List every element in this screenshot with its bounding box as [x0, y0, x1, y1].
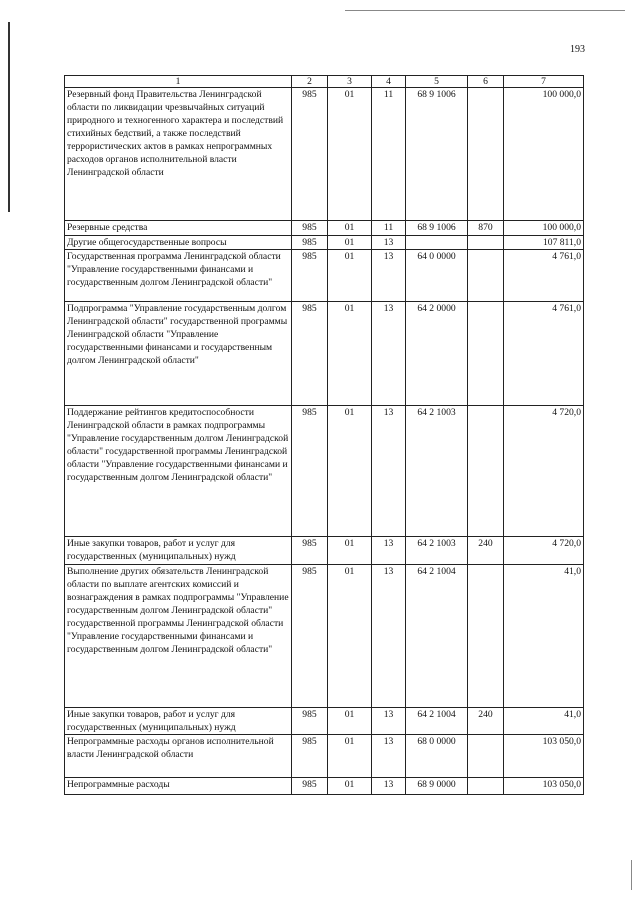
table-row: [65, 735, 584, 778]
cell-target-article: 68 9 1006: [406, 88, 468, 221]
page-number: 193: [570, 44, 585, 55]
cell-expense-type: 240: [468, 537, 504, 565]
cell-expense-type: [468, 778, 504, 795]
cell-expense-type: [468, 302, 504, 406]
budget-table: [64, 75, 584, 795]
cell-target-article: 64 2 1004: [406, 708, 468, 735]
cell-target-article: 64 0 0000: [406, 250, 468, 302]
cell-expense-type: [468, 735, 504, 778]
table-row: [65, 406, 584, 537]
row-name: Выполнение других обязательств Ленинградской области по выплате агентских комиссий и вознаграждения в рамках подпрограммы "Управление государственным долгом Ленинградской области" государственной программы Ленинградской области "Управление государственными финансами и государственным долгом Ленинградской области": [65, 565, 292, 708]
cell-admin-code: 985: [292, 708, 328, 735]
column-header: 4: [372, 76, 406, 88]
cell-subsection: 13: [372, 236, 406, 250]
column-header: 7: [504, 76, 584, 88]
cell-amount: 4 720,0: [504, 537, 584, 565]
cell-amount: 4 761,0: [504, 250, 584, 302]
row-name: Поддержание рейтингов кредитоспособности Ленинградской области в рамках подпрограммы "Управление государственным долгом Ленинградской области" государственной программы Ленинградской области "Управление государственными финансами и государственным долгом Ленинградской области": [65, 406, 292, 537]
cell-target-article: 64 2 1003: [406, 537, 468, 565]
cell-subsection: 11: [372, 88, 406, 221]
cell-section: 01: [328, 537, 372, 565]
row-name: Иные закупки товаров, работ и услуг для государственных (муниципальных) нужд: [65, 537, 292, 565]
cell-subsection: 13: [372, 565, 406, 708]
cell-amount: 100 000,0: [504, 221, 584, 236]
row-name: Непрограммные расходы органов исполнительной власти Ленинградской области: [65, 735, 292, 778]
column-header: 5: [406, 76, 468, 88]
cell-expense-type: [468, 565, 504, 708]
column-header: 2: [292, 76, 328, 88]
cell-admin-code: 985: [292, 537, 328, 565]
cell-admin-code: 985: [292, 406, 328, 537]
cell-admin-code: 985: [292, 236, 328, 250]
cell-amount: 41,0: [504, 565, 584, 708]
cell-subsection: 13: [372, 735, 406, 778]
row-name: Иные закупки товаров, работ и услуг для государственных (муниципальных) нужд: [65, 708, 292, 735]
cell-subsection: 13: [372, 406, 406, 537]
row-name: Подпрограмма "Управление государственным долгом Ленинградской области" государственной программы Ленинградской области "Управление государственными финансами и государственным долгом Ленинградской области": [65, 302, 292, 406]
cell-admin-code: 985: [292, 302, 328, 406]
column-header: 1: [65, 76, 292, 88]
cell-subsection: 13: [372, 302, 406, 406]
cell-section: 01: [328, 302, 372, 406]
row-name: Другие общегосударственные вопросы: [65, 236, 292, 250]
column-header: 6: [468, 76, 504, 88]
cell-amount: 41,0: [504, 708, 584, 735]
cell-expense-type: [468, 250, 504, 302]
cell-subsection: 11: [372, 221, 406, 236]
cell-expense-type: [468, 236, 504, 250]
cell-target-article: 68 0 0000: [406, 735, 468, 778]
cell-expense-type: 870: [468, 221, 504, 236]
table-row: [65, 778, 584, 795]
cell-target-article: 68 9 0000: [406, 778, 468, 795]
scan-right-mark: [631, 860, 632, 890]
cell-section: 01: [328, 236, 372, 250]
cell-target-article: 68 9 1006: [406, 221, 468, 236]
row-name: Непрограммные расходы: [65, 778, 292, 795]
scan-top-line: [345, 10, 625, 11]
table-row: [65, 236, 584, 250]
table-row: [65, 565, 584, 708]
cell-amount: 103 050,0: [504, 778, 584, 795]
table-header-row: [65, 76, 584, 88]
cell-target-article: 64 2 1004: [406, 565, 468, 708]
cell-expense-type: 240: [468, 708, 504, 735]
cell-target-article: 64 2 0000: [406, 302, 468, 406]
table-row: [65, 250, 584, 302]
cell-section: 01: [328, 221, 372, 236]
cell-subsection: 13: [372, 778, 406, 795]
cell-amount: 100 000,0: [504, 88, 584, 221]
cell-subsection: 13: [372, 537, 406, 565]
row-name: Резервный фонд Правительства Ленинградской области по ликвидации чрезвычайных ситуаций природного и техногенного характера и последствий стихийных бедствий, а также последствий террористических актов в рамках непрограммных расходов органов исполнительной власти Ленинградской области: [65, 88, 292, 221]
table-row: [65, 88, 584, 221]
table-row: [65, 537, 584, 565]
table-row: [65, 221, 584, 236]
cell-subsection: 13: [372, 708, 406, 735]
cell-expense-type: [468, 406, 504, 537]
column-header: 3: [328, 76, 372, 88]
cell-amount: 4 761,0: [504, 302, 584, 406]
cell-amount: 107 811,0: [504, 236, 584, 250]
scan-edge-mark: [8, 22, 10, 212]
cell-section: 01: [328, 565, 372, 708]
row-name: Резервные средства: [65, 221, 292, 236]
cell-target-article: [406, 236, 468, 250]
cell-section: 01: [328, 406, 372, 537]
cell-admin-code: 985: [292, 250, 328, 302]
table-row: [65, 302, 584, 406]
cell-admin-code: 985: [292, 778, 328, 795]
row-name: Государственная программа Ленинградской области "Управление государственными финансами и государственным долгом Ленинградской области": [65, 250, 292, 302]
cell-amount: 4 720,0: [504, 406, 584, 537]
cell-section: 01: [328, 88, 372, 221]
cell-target-article: 64 2 1003: [406, 406, 468, 537]
cell-admin-code: 985: [292, 565, 328, 708]
cell-admin-code: 985: [292, 735, 328, 778]
cell-section: 01: [328, 778, 372, 795]
cell-section: 01: [328, 250, 372, 302]
cell-subsection: 13: [372, 250, 406, 302]
cell-admin-code: 985: [292, 221, 328, 236]
cell-expense-type: [468, 88, 504, 221]
table-row: [65, 708, 584, 735]
cell-section: 01: [328, 708, 372, 735]
cell-amount: 103 050,0: [504, 735, 584, 778]
cell-section: 01: [328, 735, 372, 778]
cell-admin-code: 985: [292, 88, 328, 221]
